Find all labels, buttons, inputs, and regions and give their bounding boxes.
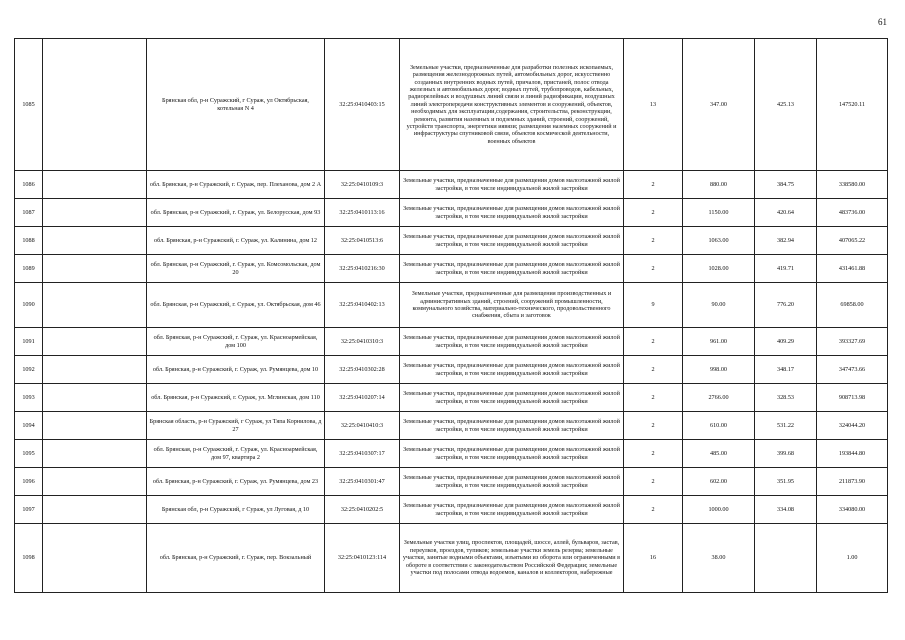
cadastral-number-cell: 32:25:0410302:28	[325, 356, 400, 384]
row-number-cell: 1089	[15, 255, 43, 283]
category-code-cell: 2	[624, 468, 683, 496]
category-code-cell: 16	[624, 524, 683, 593]
address-cell: обл. Брянская, р-н Суражский, г. Сураж, ул. Красноармейская, дом 100	[147, 328, 325, 356]
cadastral-value-cell: 338580.00	[817, 171, 888, 199]
land-use-cell: Земельные участки, предназначенные для размещения домов малоэтажной жилой застройки, в том числе индивидуальной жилой застройки	[400, 255, 624, 283]
area-cell: 610.00	[683, 412, 755, 440]
land-use-cell: Земельные участки, предназначенные для размещения домов малоэтажной жилой застройки, в том числе индивидуальной жилой застройки	[400, 440, 624, 468]
blank-cell	[43, 412, 147, 440]
cadastral-number-cell: 32:25:0410402:13	[325, 283, 400, 328]
address-cell: обл. Брянская, р-н Суражский, г. Сураж, пер. Вокзальный	[147, 524, 325, 593]
blank-cell	[43, 39, 147, 171]
row-number-cell: 1094	[15, 412, 43, 440]
row-number-cell: 1087	[15, 199, 43, 227]
cadastral-number-cell: 32:25:0410513:6	[325, 227, 400, 255]
address-cell: обл. Брянская, р-н Суражский, г. Сураж, ул. Белорусская, дом 93	[147, 199, 325, 227]
row-number-cell: 1097	[15, 496, 43, 524]
specific-value-cell: 776.20	[755, 283, 817, 328]
specific-value-cell: 351.95	[755, 468, 817, 496]
area-cell: 880.00	[683, 171, 755, 199]
category-code-cell: 2	[624, 227, 683, 255]
address-cell: Брянская обл, р-н Суражский, г Сураж, ул Октябрьская, котельная N 4	[147, 39, 325, 171]
row-number-cell: 1096	[15, 468, 43, 496]
land-registry-table	[14, 38, 888, 593]
category-code-cell: 2	[624, 496, 683, 524]
address-cell: обл. Брянская, р-н Суражский, г. Сураж, ул. Румянцева, дом 10	[147, 356, 325, 384]
specific-value-cell: 384.75	[755, 171, 817, 199]
table-row	[15, 496, 888, 524]
specific-value-cell: 419.71	[755, 255, 817, 283]
cadastral-value-cell: 193844.80	[817, 440, 888, 468]
land-use-cell: Земельные участки, предназначенные для размещения производственных и административных зданий, строений, сооружений промышленности, коммунального хозяйства, материально-технического, продовольственного снабжения, сбыта и заготовок	[400, 283, 624, 328]
cadastral-value-cell: 334080.00	[817, 496, 888, 524]
category-code-cell: 2	[624, 356, 683, 384]
specific-value-cell: 425.13	[755, 39, 817, 171]
blank-cell	[43, 227, 147, 255]
address-cell: обл. Брянская, р-н Суражский, г. Сураж, ул. Румянцева, дом 23	[147, 468, 325, 496]
address-cell: Брянская область, р-н Суражский, г Сураж, ул Тяпа Корнилова, д 27	[147, 412, 325, 440]
cadastral-number-cell: 32:25:0410307:17	[325, 440, 400, 468]
specific-value-cell	[755, 524, 817, 593]
table-row	[15, 384, 888, 412]
specific-value-cell: 334.08	[755, 496, 817, 524]
blank-cell	[43, 283, 147, 328]
area-cell: 1000.00	[683, 496, 755, 524]
area-cell: 347.00	[683, 39, 755, 171]
category-code-cell: 13	[624, 39, 683, 171]
cadastral-number-cell: 32:25:0410207:14	[325, 384, 400, 412]
category-code-cell: 2	[624, 412, 683, 440]
table-row	[15, 39, 888, 171]
cadastral-number-cell: 32:25:0410109:3	[325, 171, 400, 199]
row-number-cell: 1098	[15, 524, 43, 593]
row-number-cell: 1086	[15, 171, 43, 199]
cadastral-value-cell: 393327.69	[817, 328, 888, 356]
table-row	[15, 524, 888, 593]
category-code-cell: 2	[624, 384, 683, 412]
address-cell: обл. Брянская, р-н Суражский, г. Сураж, ул. Мглинская, дом 110	[147, 384, 325, 412]
cadastral-value-cell: 1.00	[817, 524, 888, 593]
blank-cell	[43, 468, 147, 496]
table-row	[15, 468, 888, 496]
table-row	[15, 412, 888, 440]
cadastral-value-cell: 908713.98	[817, 384, 888, 412]
specific-value-cell: 348.17	[755, 356, 817, 384]
blank-cell	[43, 255, 147, 283]
category-code-cell: 2	[624, 171, 683, 199]
area-cell: 2766.00	[683, 384, 755, 412]
land-use-cell: Земельные участки, предназначенные для размещения домов малоэтажной жилой застройки, в том числе индивидуальной жилой застройки	[400, 199, 624, 227]
cadastral-value-cell: 483736.00	[817, 199, 888, 227]
cadastral-value-cell: 431461.88	[817, 255, 888, 283]
cadastral-number-cell: 32:25:0410410:3	[325, 412, 400, 440]
blank-cell	[43, 524, 147, 593]
cadastral-number-cell: 32:25:0410216:30	[325, 255, 400, 283]
cadastral-value-cell: 347473.66	[817, 356, 888, 384]
area-cell: 1063.00	[683, 227, 755, 255]
cadastral-number-cell: 32:25:0410113:16	[325, 199, 400, 227]
cadastral-value-cell: 407065.22	[817, 227, 888, 255]
specific-value-cell: 328.53	[755, 384, 817, 412]
table-row	[15, 328, 888, 356]
address-cell: обл. Брянская, р-н Суражский, г. Сураж, ул. Калинина, дом 12	[147, 227, 325, 255]
category-code-cell: 2	[624, 328, 683, 356]
address-cell: обл. Брянская, р-н Суражский, г. Сураж, ул. Комсомольская, дом 20	[147, 255, 325, 283]
category-code-cell: 2	[624, 440, 683, 468]
cadastral-number-cell: 32:25:0410123:114	[325, 524, 400, 593]
land-use-cell: Земельные участки, предназначенные для размещения домов малоэтажной жилой застройки, в том числе индивидуальной жилой застройки	[400, 328, 624, 356]
row-number-cell: 1091	[15, 328, 43, 356]
specific-value-cell: 531.22	[755, 412, 817, 440]
land-use-cell: Земельные участки, предназначенные для размещения домов малоэтажной жилой застройки, в том числе индивидуальной жилой застройки	[400, 171, 624, 199]
area-cell: 90.00	[683, 283, 755, 328]
specific-value-cell: 420.64	[755, 199, 817, 227]
cadastral-value-cell: 211873.90	[817, 468, 888, 496]
land-use-cell: Земельные участки, предназначенные для размещения домов малоэтажной жилой застройки, в том числе индивидуальной жилой застройки	[400, 468, 624, 496]
blank-cell	[43, 356, 147, 384]
land-use-cell: Земельные участки, предназначенные для размещения домов малоэтажной жилой застройки, в том числе индивидуальной жилой застройки	[400, 496, 624, 524]
area-cell: 961.00	[683, 328, 755, 356]
specific-value-cell: 409.29	[755, 328, 817, 356]
cadastral-value-cell: 69858.00	[817, 283, 888, 328]
row-number-cell: 1092	[15, 356, 43, 384]
address-cell: Брянская обл, р-н Суражский, г Сураж, ул Луговая, д 10	[147, 496, 325, 524]
land-use-cell: Земельные участки, предназначенные для разработки полезных ископаемых, размещения железнодорожных путей, автомобильных дорог, искусственно созданных внутренних водных путей, причалов, пристаней, полос отвода железных и автомобильных дорог, водных путей, трубопроводов, кабельных, радиорелейных и воздушных линий связи и линий радиофикации, воздушных линий электропередачи конструктивных элементов и сооружений, объектов, необходимых для эксплуатации,содержания, строительства, реконструкции, ремонта, развития наземных и подземных зданий, строений, сооружений, устройств транспорта, энергетики иявязи; размещения наземных сооружений и инфраструктуры спутниковой связи, объектов космической деятельности, военных объектов	[400, 39, 624, 171]
row-number-cell: 1095	[15, 440, 43, 468]
land-use-cell: Земельные участки улиц, проспектов, площадей, шоссе, аллей, бульваров, застав, переулков, проездов, тупиков; земельные участки земель резерва; земельные участки, занятые водными объектами, изъятыми из оборота или ограниченными в обороте в соответствии с законодательством Российской Федерации; земельные участки под полосами отвода водоемов, каналов и коллекторов, набережные	[400, 524, 624, 593]
area-cell: 485.00	[683, 440, 755, 468]
table-row	[15, 171, 888, 199]
blank-cell	[43, 440, 147, 468]
category-code-cell: 2	[624, 255, 683, 283]
specific-value-cell: 399.68	[755, 440, 817, 468]
area-cell: 1150.00	[683, 199, 755, 227]
table-row	[15, 255, 888, 283]
address-cell: обл. Брянская, р-н Суражский, г. Сураж, пер. Плеханова, дом 2 А	[147, 171, 325, 199]
table-row	[15, 227, 888, 255]
category-code-cell: 2	[624, 199, 683, 227]
address-cell: обл. Брянская, р-н Суражский, г. Сураж, ул. Октябрьская, дом 46	[147, 283, 325, 328]
specific-value-cell: 382.94	[755, 227, 817, 255]
cadastral-value-cell: 324044.20	[817, 412, 888, 440]
land-use-cell: Земельные участки, предназначенные для размещения домов малоэтажной жилой застройки, в том числе индивидуальной жилой застройки	[400, 356, 624, 384]
table-row	[15, 199, 888, 227]
address-cell: обл. Брянская, р-н Суражский, г. Сураж, ул. Красноармейская, дом 97, квартира 2	[147, 440, 325, 468]
blank-cell	[43, 328, 147, 356]
row-number-cell: 1090	[15, 283, 43, 328]
blank-cell	[43, 199, 147, 227]
cadastral-number-cell: 32:25:0410202:5	[325, 496, 400, 524]
blank-cell	[43, 384, 147, 412]
land-use-cell: Земельные участки, предназначенные для размещения домов малоэтажной жилой застройки, в том числе индивидуальной жилой застройки	[400, 384, 624, 412]
cadastral-number-cell: 32:25:0410301:47	[325, 468, 400, 496]
blank-cell	[43, 496, 147, 524]
area-cell: 38.00	[683, 524, 755, 593]
cadastral-value-cell: 147520.11	[817, 39, 888, 171]
page-number: 61	[878, 17, 887, 27]
area-cell: 602.00	[683, 468, 755, 496]
land-use-cell: Земельные участки, предназначенные для размещения домов малоэтажной жилой застройки, в том числе индивидуальной жилой застройки	[400, 412, 624, 440]
table-row	[15, 440, 888, 468]
table-row	[15, 283, 888, 328]
category-code-cell: 9	[624, 283, 683, 328]
cadastral-number-cell: 32:25:0410403:15	[325, 39, 400, 171]
row-number-cell: 1093	[15, 384, 43, 412]
area-cell: 1028.00	[683, 255, 755, 283]
table-row	[15, 356, 888, 384]
row-number-cell: 1085	[15, 39, 43, 171]
area-cell: 998.00	[683, 356, 755, 384]
land-use-cell: Земельные участки, предназначенные для размещения домов малоэтажной жилой застройки, в том числе индивидуальной жилой застройки	[400, 227, 624, 255]
row-number-cell: 1088	[15, 227, 43, 255]
cadastral-number-cell: 32:25:0410310:3	[325, 328, 400, 356]
blank-cell	[43, 171, 147, 199]
